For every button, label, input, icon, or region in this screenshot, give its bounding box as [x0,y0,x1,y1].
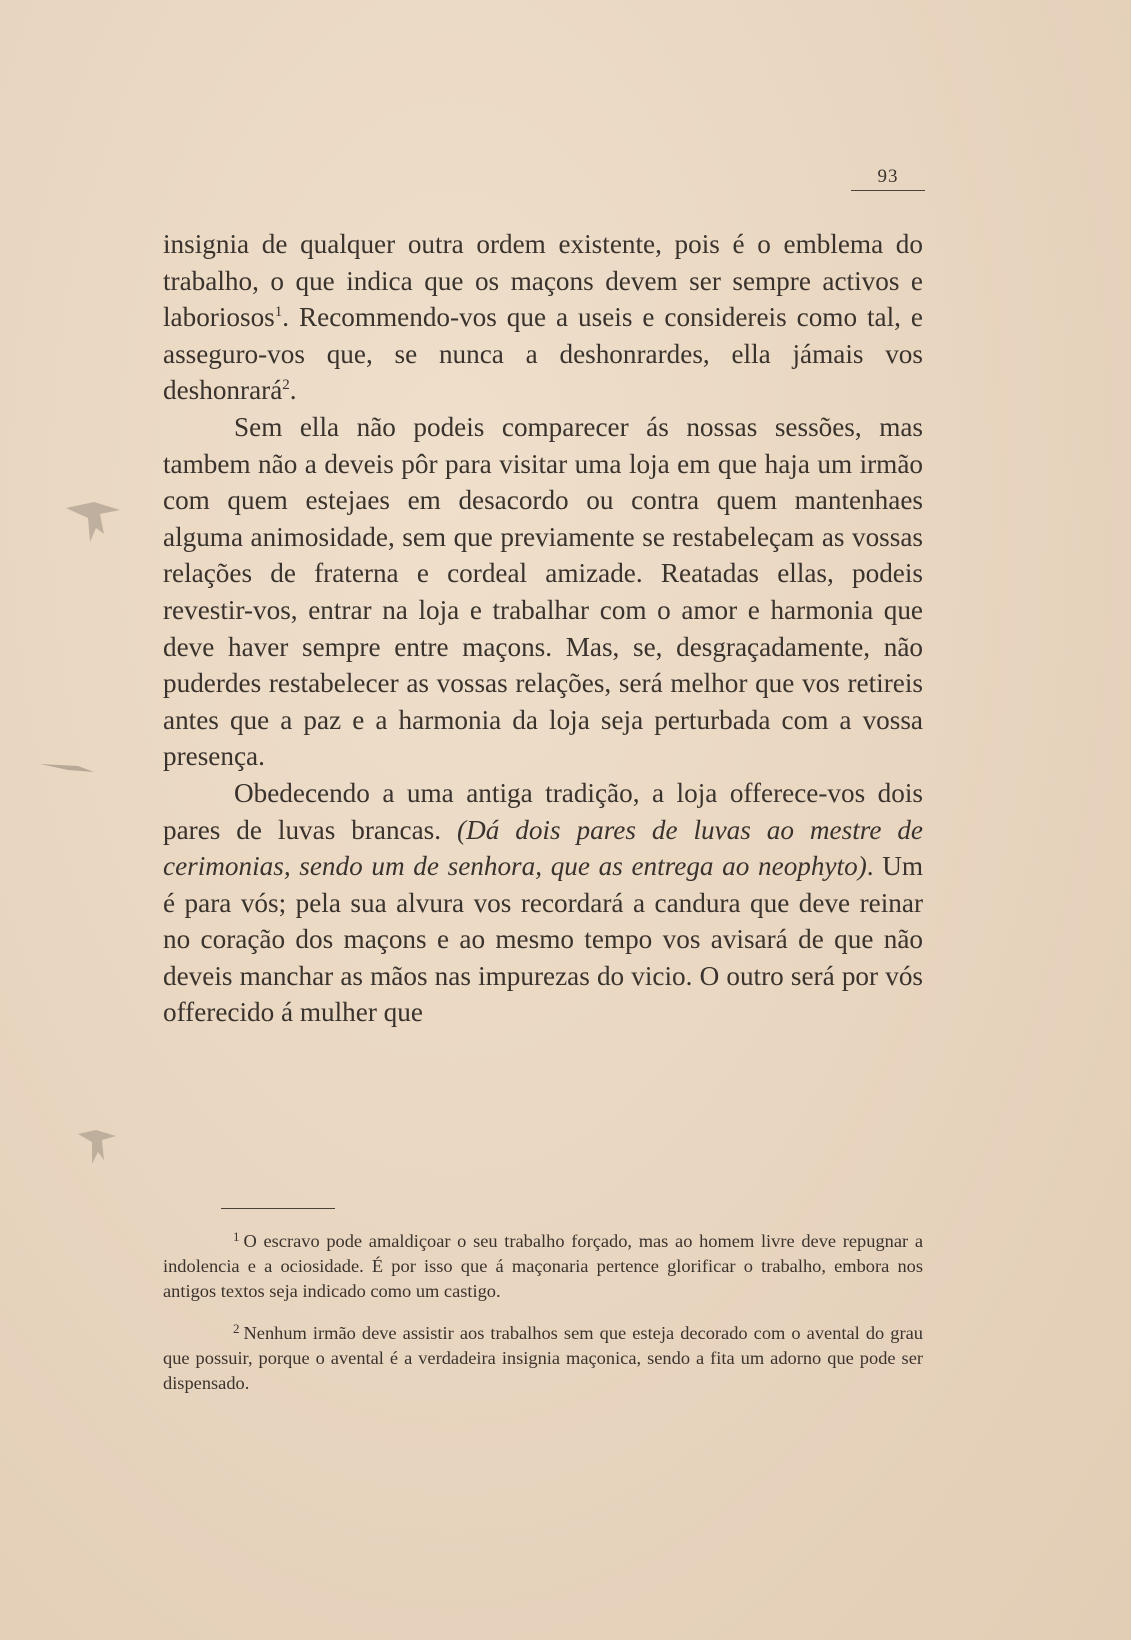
page-number: 93 [851,166,925,191]
main-text [163,226,923,1031]
paragraph: Sem ella não podeis comparecer ás nossas sessões, mas tambem não a deveis pôr para visitar uma loja em que haja um irmão com quem estejaes em desacordo ou contra quem mantenhaes alguma animosidade, sem que previamente se restabeleçam as vossas relações de fraterna e cordeal amizade. Reatadas ellas, podeis revestir-vos, entrar na loja e trabalhar com o amor e harmonia que deve haver sempre entre maçons. Mas, se, desgraçadamente, não puderdes restabelecer as vossas relações, será melhor que vos retireis antes que a paz e a harmonia da loja seja perturbada com a vossa presença. [163,411,923,772]
paragraph: insignia de qualquer outra ordem existente, pois é o emblema do trabalho, o que indica que os maçons devem ser sempre activos e laboriosos$^1$. Recommendo-vos que a useis e considereis como tal, e asseguro-vos que, se nunca a deshonrardes, ella jámais vos deshonrará$^2$. [163,229,923,406]
margin-stain-icon [60,488,130,548]
margin-stain-icon [38,756,98,776]
paragraph: Obedecendo a uma antiga tradição, a loja offerece-vos dois pares de luvas brancas. (Dá dois pares de luvas ao mestre de cerimonias, sendo um de senhora, que as entrega ao neophyto). Um é para vós; pela sua alvura vos recordará a candura que deve reinar no coração dos maçons e ao mesmo tempo vos avisará de que não deveis manchar as mãos nas impurezas do vicio. O outro será por vós offerecido á mulher que [163,777,923,1028]
footnote: $^2$ Nenhum irmão deve assistir aos trabalhos sem que esteja decorado com o avental do grau que possuir, porque o avental é a verdadeira insignia maçonica, sendo a fita um adorno que pode ser dispensado. [163,1320,923,1394]
stage-direction: (Dá dois pares de luvas ao mestre de cerimonias, sendo um de senhora, que as entrega ao neophyto) [163,814,923,882]
footnote-ref: 1 [274,304,283,321]
footnote-mark: 2 [233,1320,240,1336]
footnote-divider [221,1208,335,1209]
footnote-mark: 1 [233,1229,240,1244]
footnotes [163,1229,923,1396]
margin-stain-icon [74,1122,120,1168]
footnote: $^1$ O escravo pode amaldiçoar o seu trabalho forçado, mas ao homem livre deve repugnar a indolencia e a ociosidade. É por isso que á maçonaria pertence glorificar o trabalho, embora nos antigos textos seja indicado como um castigo. [163,1229,923,1302]
footnote-ref: 2 [282,377,290,394]
